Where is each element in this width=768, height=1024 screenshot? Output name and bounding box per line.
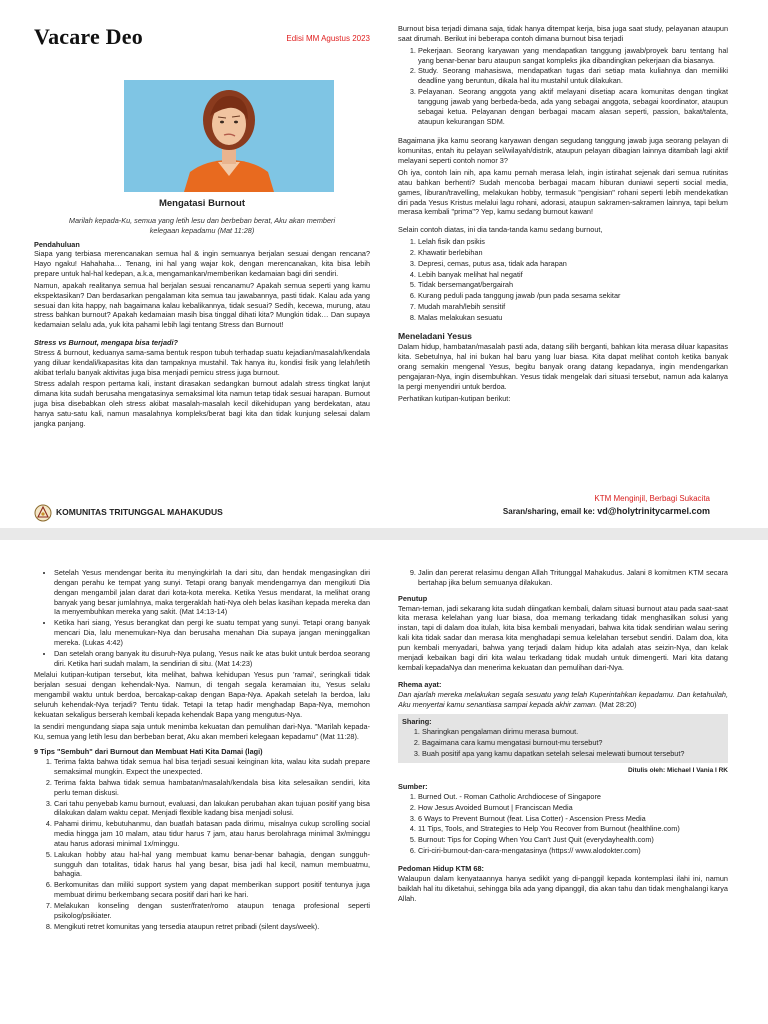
source-link[interactable]: 1. Burned Out. - Roman Catholic Archdiocese of Singapore xyxy=(418,792,728,802)
intro-paragraph: Siapa yang terbiasa merencanakan semua hal & ingin semuanya berjalan sesuai dengan rencana? Hayo ngaku! Hahahaha… Tenang, ini hal yang wajar kok, dengan merencanakan, kita bisa lebih prepare untuk hal-hal kedepan, a.k.a, mengamankan/memberikan kedamaian bagi diri sendiri. xyxy=(34,249,370,279)
sharing-item: 2. Bagaimana cara kamu mengatasi burnout-mu tersebut? xyxy=(422,738,724,748)
tip-item: 8. Mengikuti retret komunitas yang tersedia ataupun retret pribadi (silent days/week). xyxy=(54,922,370,932)
rhema-text: Dan ajarlah mereka melakukan segala sesuatu yang telah Kuperintahkan kepadamu. Dan ketahuilah, Aku menyertai kamu senantiasa sampai kepada akhir zaman. xyxy=(398,690,728,710)
page-2 xyxy=(0,540,768,1024)
sharing-list xyxy=(402,727,724,759)
where-item: 1. Pekerjaan. Seorang karyawan yang mendapatkan tanggung jawab/proyek baru tentang hal yang benar-benar baru ataupun sangat kompleks jika dibandingkan pekerjaan dia biasanya. xyxy=(418,46,728,66)
edition-label: Edisi MM Agustus 2023 xyxy=(286,34,370,43)
mail-label: Saran/sharing, email ke: xyxy=(502,506,595,516)
scripture-quote: • Setelah Yesus mendengar berita itu menyingkirlah Ia dari situ, dan hendak mengasingkan diri dengan perahu ke tempat yang sunyi. Tetapi orang banyak mendengarnya dan mengikuti Dia dengan mengambil jalan darat dari kota-kota mereka. Ketika Yesus mendarat, Ia melihat orang banyak yang besar jumlahnya, maka tergeraklah hati-Nya oleh belas kasihan kepada mereka dan Ia menyembuhkan mereka yang sakit. (Mat 14:13-14) xyxy=(54,568,370,617)
tip-item: 4. Pahami dirimu, kebutuhanmu, dan buatlah batasan pada dirimu, misalnya cukup scrolling social media hingga jam 10 malam, atau tidur harus 7 jam, atau harus berolahraga minimal 3x/minggu atau harus adorasi minimal 1x/minggu. xyxy=(54,819,370,849)
tip-item: 7. Melakukan konseling dengan suster/frater/romo ataupun tenaga profesional seperti psikolog/psikiater. xyxy=(54,901,370,921)
sharing-heading: Sharing: xyxy=(402,716,432,726)
tip-item: 2. Terima fakta bahwa tidak semua hambatan/masalah/kendala bisa kita selesaikan sendiri, kita perlu teman diskusi. xyxy=(54,778,370,798)
sign-item: 1. Lelah fisik dan psikis xyxy=(418,237,728,247)
page-2-left-column xyxy=(34,568,370,1018)
page-2-right-column xyxy=(398,568,728,1020)
closing-text: Teman-teman, jadi sekarang kita sudah diingatkan kembali, dalam situasi burnout atau pada saat-saat kita merasa kelelahan yang luar biasa, doa memang terkadang tidak menghasilkan solusi yang instan, tapi di dalam doa itulah, kita bisa kembali menyadari, bahwa kita tidak sendirian walau sering kali kita tidak sadar dan merasa kita menghadapi semua kelelahan tersebut sendiri. Dalam doa, kita pun kembali menyadari, bahwa yang terjadi dalam hidup kita adalah atas seizin-Nya, dan kelak menjadi kebaikan bagi diri kita walau terkadang tidak mudah untuk dimengerti. Mari kita datang kembali kepadaNya dan menerima kekuatan dan pemulihan dari-Nya. xyxy=(398,603,728,672)
sources-list xyxy=(398,792,728,856)
scripture-quote: • Dan setelah orang banyak itu disuruh-Nya pulang, Yesus naik ke atas bukit untuk berdoa seorang diri. Ketika hari sudah malam, Ia sendirian di situ. (Mat 14:23) xyxy=(54,649,370,669)
newsletter-title: Vacare Deo xyxy=(34,24,143,49)
where-list xyxy=(398,46,728,127)
reflection-paragraph: Ia sendiri mengundang siapa saja untuk menimba kekuatan dan pemulihan dari-Nya. "Marilah kepada-Ku, semua yang letih lesu dan berbeban berat, Aku akan memberi kelegaan kepadamu" (Mat 11:28). xyxy=(34,721,370,741)
scripture-bullets xyxy=(34,568,370,668)
footer-contact xyxy=(503,494,710,518)
article-title: Mengatasi Burnout xyxy=(158,198,246,209)
where-item: 3. Pelayanan. Seorang anggota yang aktif melayani disetiap acara komunitas dengan tingkat tanggung jawab yang berbeda-beda, ada yang sebagai anggota, sebagai koordinator, ataupun sebagai ketua. Pelayanan dengan berbagai macam alasan seperti, passion, bakat/talenta, ataupun kekurangan SDM. xyxy=(418,87,728,126)
tips-list xyxy=(34,757,370,931)
jesus-heading: Meneladani Yesus xyxy=(398,330,472,341)
article-photo xyxy=(124,80,334,192)
closing-heading: Penutup xyxy=(398,593,428,603)
stress-paragraph: Stress & burnout, keduanya sama-sama bentuk respon tubuh terhadap suatu kejadian/masalah/kendala yang diluar kendali/kapasitas kita dan tampaknya mustahil. Tak hanya itu, kondisi fisik yang lelah/letih akibat terlalu banyak aktivitas juga bisa menjadi pemicu stress juga burnout. xyxy=(34,347,370,377)
footer-tagline: KTM Menginjil, Berbagi Sukacita xyxy=(594,494,710,503)
sign-item: 3. Depresi, cemas, putus asa, tidak ada harapan xyxy=(418,259,728,269)
intro-paragraph: Namun, apakah realitanya semua hal berjalan sesuai rencanamu? Apakah semua seperti yang kamu ekspektasikan? Dan berdasarkan pengalaman kita semua tau jawabannya, pasti tidak. Kalau ada yang sesuai dan kita happy, nah bagaimana kalau kebalikannya, tidak sesuai? Sedih, kecewa, murung, atau stress bahkan burnout? Apakah kedamaian masih bisa tinggal dihati kita? Mungkin tidak… Dan supaya kedamaian selalu ada, yuk kita pahami lebih lagi tentang Stress dan Burnout! xyxy=(34,280,370,330)
source-link[interactable]: 5. Burnout: Tips for Coping When You Can't Just Quit (everydayhealth.com) xyxy=(418,835,728,845)
sign-item: 7. Mudah marah/lebih sensitif xyxy=(418,302,728,312)
tip-item: 3. Cari tahu penyebab kamu burnout, evaluasi, dan lakukan perubahan akan tujuan positif yang bisa dilakukan dalam waktu cepat. Menjadi flexible kadang bisa menjadi solusi. xyxy=(54,799,370,819)
scripture-quote: • Ketika hari siang, Yesus berangkat dan pergi ke suatu tempat yang sunyi. Tetapi orang banyak mencari Dia, lalu menemukan-Nya dan berusaha menahan Dia supaya jangan meninggalkan mereka. (Lukas 4:42) xyxy=(54,618,370,648)
jesus-paragraph: Dalam hidup, hambatan/masalah pasti ada, datang silih berganti, bahkan kita merasa diluar kapasitas kita. Sebetulnya, hal ini bukan hal baru yang luar biasa. Kita dapat melihat contoh ketika banyak orang semakin mengenal Yesus, begitu banyak orang datang kepadanya, ingin mendengarkan pengajaran-Nya, ingin disembuhkan. Yesus tidak mengelak dari situasi tersebut, namun ada kalanya Ia pergi menyendiri untuk berdoa. xyxy=(398,342,728,391)
article-quote: Marilah kepada-Ku, semua yang letih lesu dan berbeban berat, Aku akan memberi kelegaan kepadamu (Mat 11:28) xyxy=(68,215,336,235)
stress-heading: Stress vs Burnout, mengapa bisa terjadi? xyxy=(34,338,178,348)
sign-item: 5. Tidak bersemangat/bergairah xyxy=(418,280,728,290)
pedoman-text: Walaupun dalam kenyataannya hanya sedikit yang di-panggil kepada kontemplasi ilahi ini, namun baiklah hal itu diketahui, sehingga bila ada yang dipanggil, dia akan tahu dan tidak menghalangi karya Allah. xyxy=(398,873,728,903)
community-logo-icon xyxy=(34,504,52,522)
example-paragraph: Bagaimana jika kamu seorang karyawan dengan segudang tanggung jawab juga seorang pelayan di komunitas, entah itu pelayan sel/wilayah/distrik, ataupun pelayan dibagian lainnya ditambah lagi aktif melayani seperti contoh nomor 3? xyxy=(398,136,728,166)
sign-item: 4. Lebih banyak melihat hal negatif xyxy=(418,270,728,280)
page-1-left-column xyxy=(34,22,370,462)
tip-item: 9. Jalin dan pererat relasimu dengan Allah Tritunggal Mahakudus. Jalani 8 komitmen KTM secara bertahap jika belum semuanya dilakukan. xyxy=(418,568,728,588)
mail-link[interactable]: vd@holytrinitycarmel.com xyxy=(597,505,710,516)
example-paragraph: Oh iya, contoh lain nih, apa kamu pernah merasa lelah, ingin istirahat sejenak dari semua rutinitas atau bahkan berhenti? Sudah mencoba berbagai macam hiburan duniawi seperti social media, games, liburan/travelling, melakukan hobby, termasuk "pengisian" rohani seperti lebih mendekatkan diri pada Yesus Kristus melalui lagu rohani, adorasi, ataupun sakramen-sakramen lainnya, tapi belum merasa kembali "prima"? Yep, kamu sedang burnout kawan! xyxy=(398,167,728,217)
sources-heading: Sumber: xyxy=(398,782,428,792)
sign-item: 8. Malas melakukan sesuatu xyxy=(418,313,728,323)
sharing-item: 1. Sharingkan pengalaman dirimu merasa burnout. xyxy=(422,727,724,737)
sign-item: 6. Kurang peduli pada tanggung jawab /pun pada sesama sekitar xyxy=(418,291,728,301)
where-intro: Burnout bisa terjadi dimana saja, tidak hanya ditempat kerja, bisa juga saat study, pelayanan ataupun saat dirumah. Berikut ini beberapa contoh dimana burnout bisa terjadi xyxy=(398,24,728,43)
intro-heading: Pendahuluan xyxy=(34,239,80,249)
community-name: KOMUNITAS TRITUNGGAL MAHAKUDUS xyxy=(56,507,223,518)
author-credit: Ditulis oleh: Michael I Vania I RK xyxy=(627,767,728,775)
source-link[interactable]: 2. How Jesus Avoided Burnout | Franciscan Media xyxy=(418,803,728,813)
sharing-item: 3. Buah positif apa yang kamu dapatkan setelah selesai melewati burnout tersebut? xyxy=(422,749,724,759)
signs-intro: Selain contoh diatas, ini dia tanda-tanda kamu sedang burnout, xyxy=(398,225,603,235)
tip-item: 5. Lakukan hobby atau hal-hal yang membuat kamu benar-benar bahagia, dengan sungguh-sungguh dan totalitas, tidak harus hal yang besar, bisa jadi hal kecil, namun membuatmu, bahagia. xyxy=(54,850,370,880)
sharing-box xyxy=(398,714,728,763)
page-1-right-column xyxy=(398,24,728,484)
sign-item: 2. Khawatir berlebihan xyxy=(418,248,728,258)
source-link[interactable]: 4. 11 Tips, Tools, and Strategies to Help You Recover from Burnout (healthline.com) xyxy=(418,824,728,834)
pedoman-heading: Pedoman Hidup KTM 68: xyxy=(398,864,484,874)
page-separator xyxy=(0,528,768,540)
stress-paragraph: Stress adalah respon pertama kali, instant dirasakan sedangkan burnout adalah stress tingkat lanjut dimana kita sudah berusaha mengatasinya semaksimal kita namun tetap tidak sesuai harapan. Burnout juga bisa disebabkan oleh stress akibat masalah-masalah kecil dikehidupan yang berdekatan, atau hanya satu-satu kali, namun masalahnya kompleks/berat bagi kita dan tidak kunjung selesai dalam jangka panjang. xyxy=(34,379,370,428)
community-logo-footer xyxy=(34,504,223,522)
tips-list-continued xyxy=(398,568,728,588)
where-item: 2. Study. Seorang mahasiswa, mendapatkan tugas dari setiap mata kuliahnya dan memiliki deadline yang beruntun, dikala hal itu mustahil untuk dilakukan. xyxy=(418,66,728,86)
rhema-heading: Rhema ayat: xyxy=(398,680,442,690)
reflection-paragraph: Melalui kutipan-kutipan tersebut, kita melihat, bahwa kehidupan Yesus pun 'ramai', seringkali tidak berjalan sesuai dengan kehendak-Nya. Namun, di tengah segala keramaian itu, Yesus selalu mengambil waktu untuk berdoa, bercakap-cakap dengan Bapa-Nya. Apakah setelah Ia berdoa, lalu seluruh kehendak-Nya terjadi? Tentu tidak. Tetapi Ia tetap hadir menghadap Bapa-Nya, memohon kekuatan sekaligus berserah kembali kepada kehendak Bapa yang mengutus-Nya. xyxy=(34,670,370,719)
tip-item: 6. Berkomunitas dan miliki support system yang dapat memberikan support positif tentunya juga membuat dirimu berkembang secara positif dari hari ke hari. xyxy=(54,880,370,900)
tips-heading: 9 Tips "Sembuh" dari Burnout dan Membuat Hati Kita Damai (lagi) xyxy=(34,747,263,757)
source-link[interactable]: 3. 6 Ways to Prevent Burnout (feat. Lisa Cotter) - Ascension Press Media xyxy=(418,814,728,824)
woman-illustration xyxy=(124,80,334,192)
rhema-reference: (Mat 28:20) xyxy=(599,700,637,710)
jesus-paragraph: Perhatikan kutipan-kutipan berikut: xyxy=(398,393,511,403)
source-link[interactable]: 6. Ciri-ciri-burnout-dan-cara-mengatasinya (https:// www.alodokter.com) xyxy=(418,846,728,856)
tip-item: 1. Terima fakta bahwa tidak semua hal bisa terjadi sesuai keinginan kita, walau kita sudah prepare semaksimal mungkin. Expect the unexpected. xyxy=(54,757,370,777)
signs-list xyxy=(398,237,728,323)
